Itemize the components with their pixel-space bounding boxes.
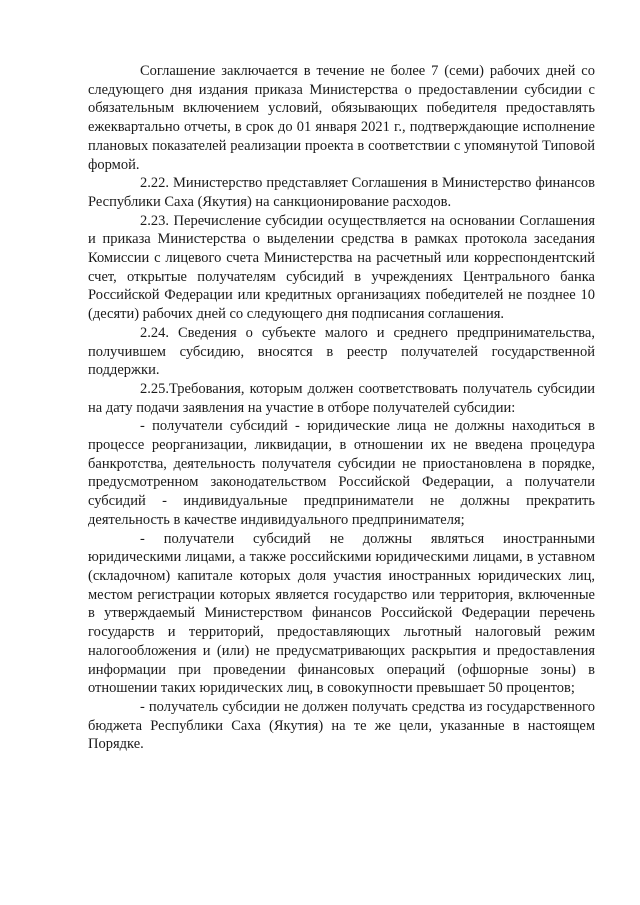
paragraph-2-24: 2.24. Сведения о субъекте малого и среднего предпринимательства, получившем субсидию, вносятся в реестр получателей государственной поддержки. bbox=[88, 324, 595, 379]
paragraph-2-23: 2.23. Перечисление субсидии осуществляется на основании Соглашения и приказа Министерства о выделении средства в рамках протокола заседания Комиссии с лицевого счета Министерства на расчетный или корреспондентский счет, открытые получателям субсидий в учреждениях Центрального банка Российской Федерации или кредитных организациях победителей не позднее 10 (десяти) рабочих дней со следующего дня подписания соглашения. bbox=[88, 212, 595, 323]
paragraph-2-22: 2.22. Министерство представляет Соглашения в Министерство финансов Республики Саха (Якутия) на санкционирование расходов. bbox=[88, 175, 595, 210]
requirement-item-reorganization: - получатели субсидий - юридические лица не должны находиться в процессе реорганизации, ликвидации, в отношении их не введена процедура банкротства, деятельность получателя субсидии не приостановлена в порядке, предусмотренном законодательством Российской Федерации, а получатели субсидий - индивидуальные предприниматели не должны прекратить деятельность в качестве индивидуального предпринимателя; bbox=[88, 418, 595, 528]
document-page bbox=[88, 62, 595, 754]
requirement-item-foreign-entities: - получатели субсидий не должны являться иностранными юридическими лицами, а также российскими юридическими лицами, в уставном (складочном) капитале которых доля участия иностранных юридических лиц, местом регистрации которых является государство или территория, включенные в утверждаемый Министерством финансов Российской Федерации перечень государств и территорий, предоставляющих льготный налоговый режим налогообложения и (или) не предусматривающих раскрытия и предоставления информации при проведении финансовых операций (офшорные зоны) в отношении таких юридических лиц, в совокупности превышает 50 процентов; bbox=[88, 530, 595, 697]
paragraph-agreement-conclusion: Соглашение заключается в течение не более 7 (семи) рабочих дней со следующего дня издания приказа Министерства о предоставлении субсидии с обязательным включением условий, обязывающих победителя предоставлять ежеквартально отчеты, в срок до 01 января 2021 г., подтверждающие исполнение плановых показателей реализации проекта в соответствии с упомянутой Типовой формой. bbox=[88, 63, 595, 173]
requirement-item-budget-funds: - получатель субсидии не должен получать средства из государственного бюджета Республики Саха (Якутия) на те же цели, указанные в настоящем Порядке. bbox=[88, 698, 595, 753]
paragraph-2-25: 2.25.Требования, которым должен соответствовать получатель субсидии на дату подачи заявления на участие в отборе получателей субсидии: bbox=[88, 380, 595, 416]
